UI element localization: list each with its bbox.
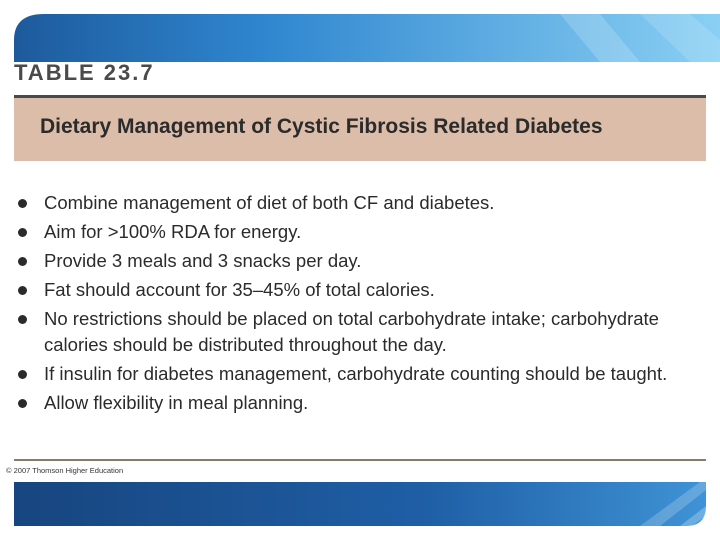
table-title: TABLE 23.7 xyxy=(14,60,155,85)
table-caption-bar xyxy=(14,95,706,161)
top-decorative-banner xyxy=(0,0,720,62)
table-bottom-rule xyxy=(14,459,706,461)
bottom-decorative-banner xyxy=(0,476,720,540)
list-item: Fat should account for 35–45% of total calories. xyxy=(14,277,706,303)
list-item: If insulin for diabetes management, carbohydrate counting should be taught. xyxy=(14,361,706,387)
list-item: No restrictions should be placed on total carbohydrate intake; carbohydrate calories should be distributed throughout the day. xyxy=(14,306,706,358)
list-item: Aim for >100% RDA for energy. xyxy=(14,219,706,245)
table-caption: Dietary Management of Cystic Fibrosis Related Diabetes xyxy=(40,115,603,138)
copyright-notice: © 2007 Thomson Higher Education xyxy=(6,466,124,475)
list-item: Combine management of diet of both CF and diabetes. xyxy=(14,190,706,216)
list-item: Allow flexibility in meal planning. xyxy=(14,390,706,416)
list-item: Provide 3 meals and 3 snacks per day. xyxy=(14,248,706,274)
recommendation-list xyxy=(14,190,706,419)
